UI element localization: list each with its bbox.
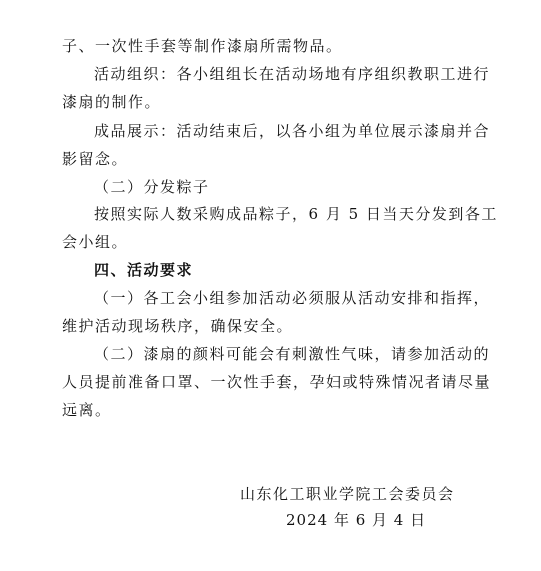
- paragraph-line: 漆扇的制作。: [62, 93, 162, 111]
- paragraph-line: 活动组织：各小组组长在活动场地有序组织教职工进行: [94, 65, 491, 83]
- section-subheading: （二）分发粽子: [94, 178, 210, 196]
- paragraph-line: （一）各工会小组参加活动必须服从活动安排和指挥，: [94, 289, 491, 307]
- paragraph-line: （二）漆扇的颜料可能会有刺激性气味，请参加活动的: [94, 345, 491, 363]
- section-heading: 四、活动要求: [94, 261, 194, 279]
- paragraph-line: 成品展示：活动结束后，以各小组为单位展示漆扇并合: [94, 122, 491, 140]
- paragraph-line: 维护活动现场秩序，确保安全。: [62, 317, 294, 335]
- paragraph-line: 子、一次性手套等制作漆扇所需物品。: [62, 37, 343, 55]
- signature-organization: 山东化工职业学院工会委员会: [240, 485, 455, 503]
- paragraph-line: 会小组。: [62, 233, 129, 251]
- paragraph-line: 影留念。: [62, 150, 129, 168]
- paragraph-line: 人员提前准备口罩、一次性手套，孕妇或特殊情况者请尽量: [62, 373, 492, 391]
- signature-date: 2024 年 6 月 4 日: [286, 511, 427, 529]
- paragraph-line: 远离。: [62, 401, 112, 419]
- paragraph-line: 按照实际人数采购成品粽子，6 月 5 日当天分发到各工: [94, 205, 498, 223]
